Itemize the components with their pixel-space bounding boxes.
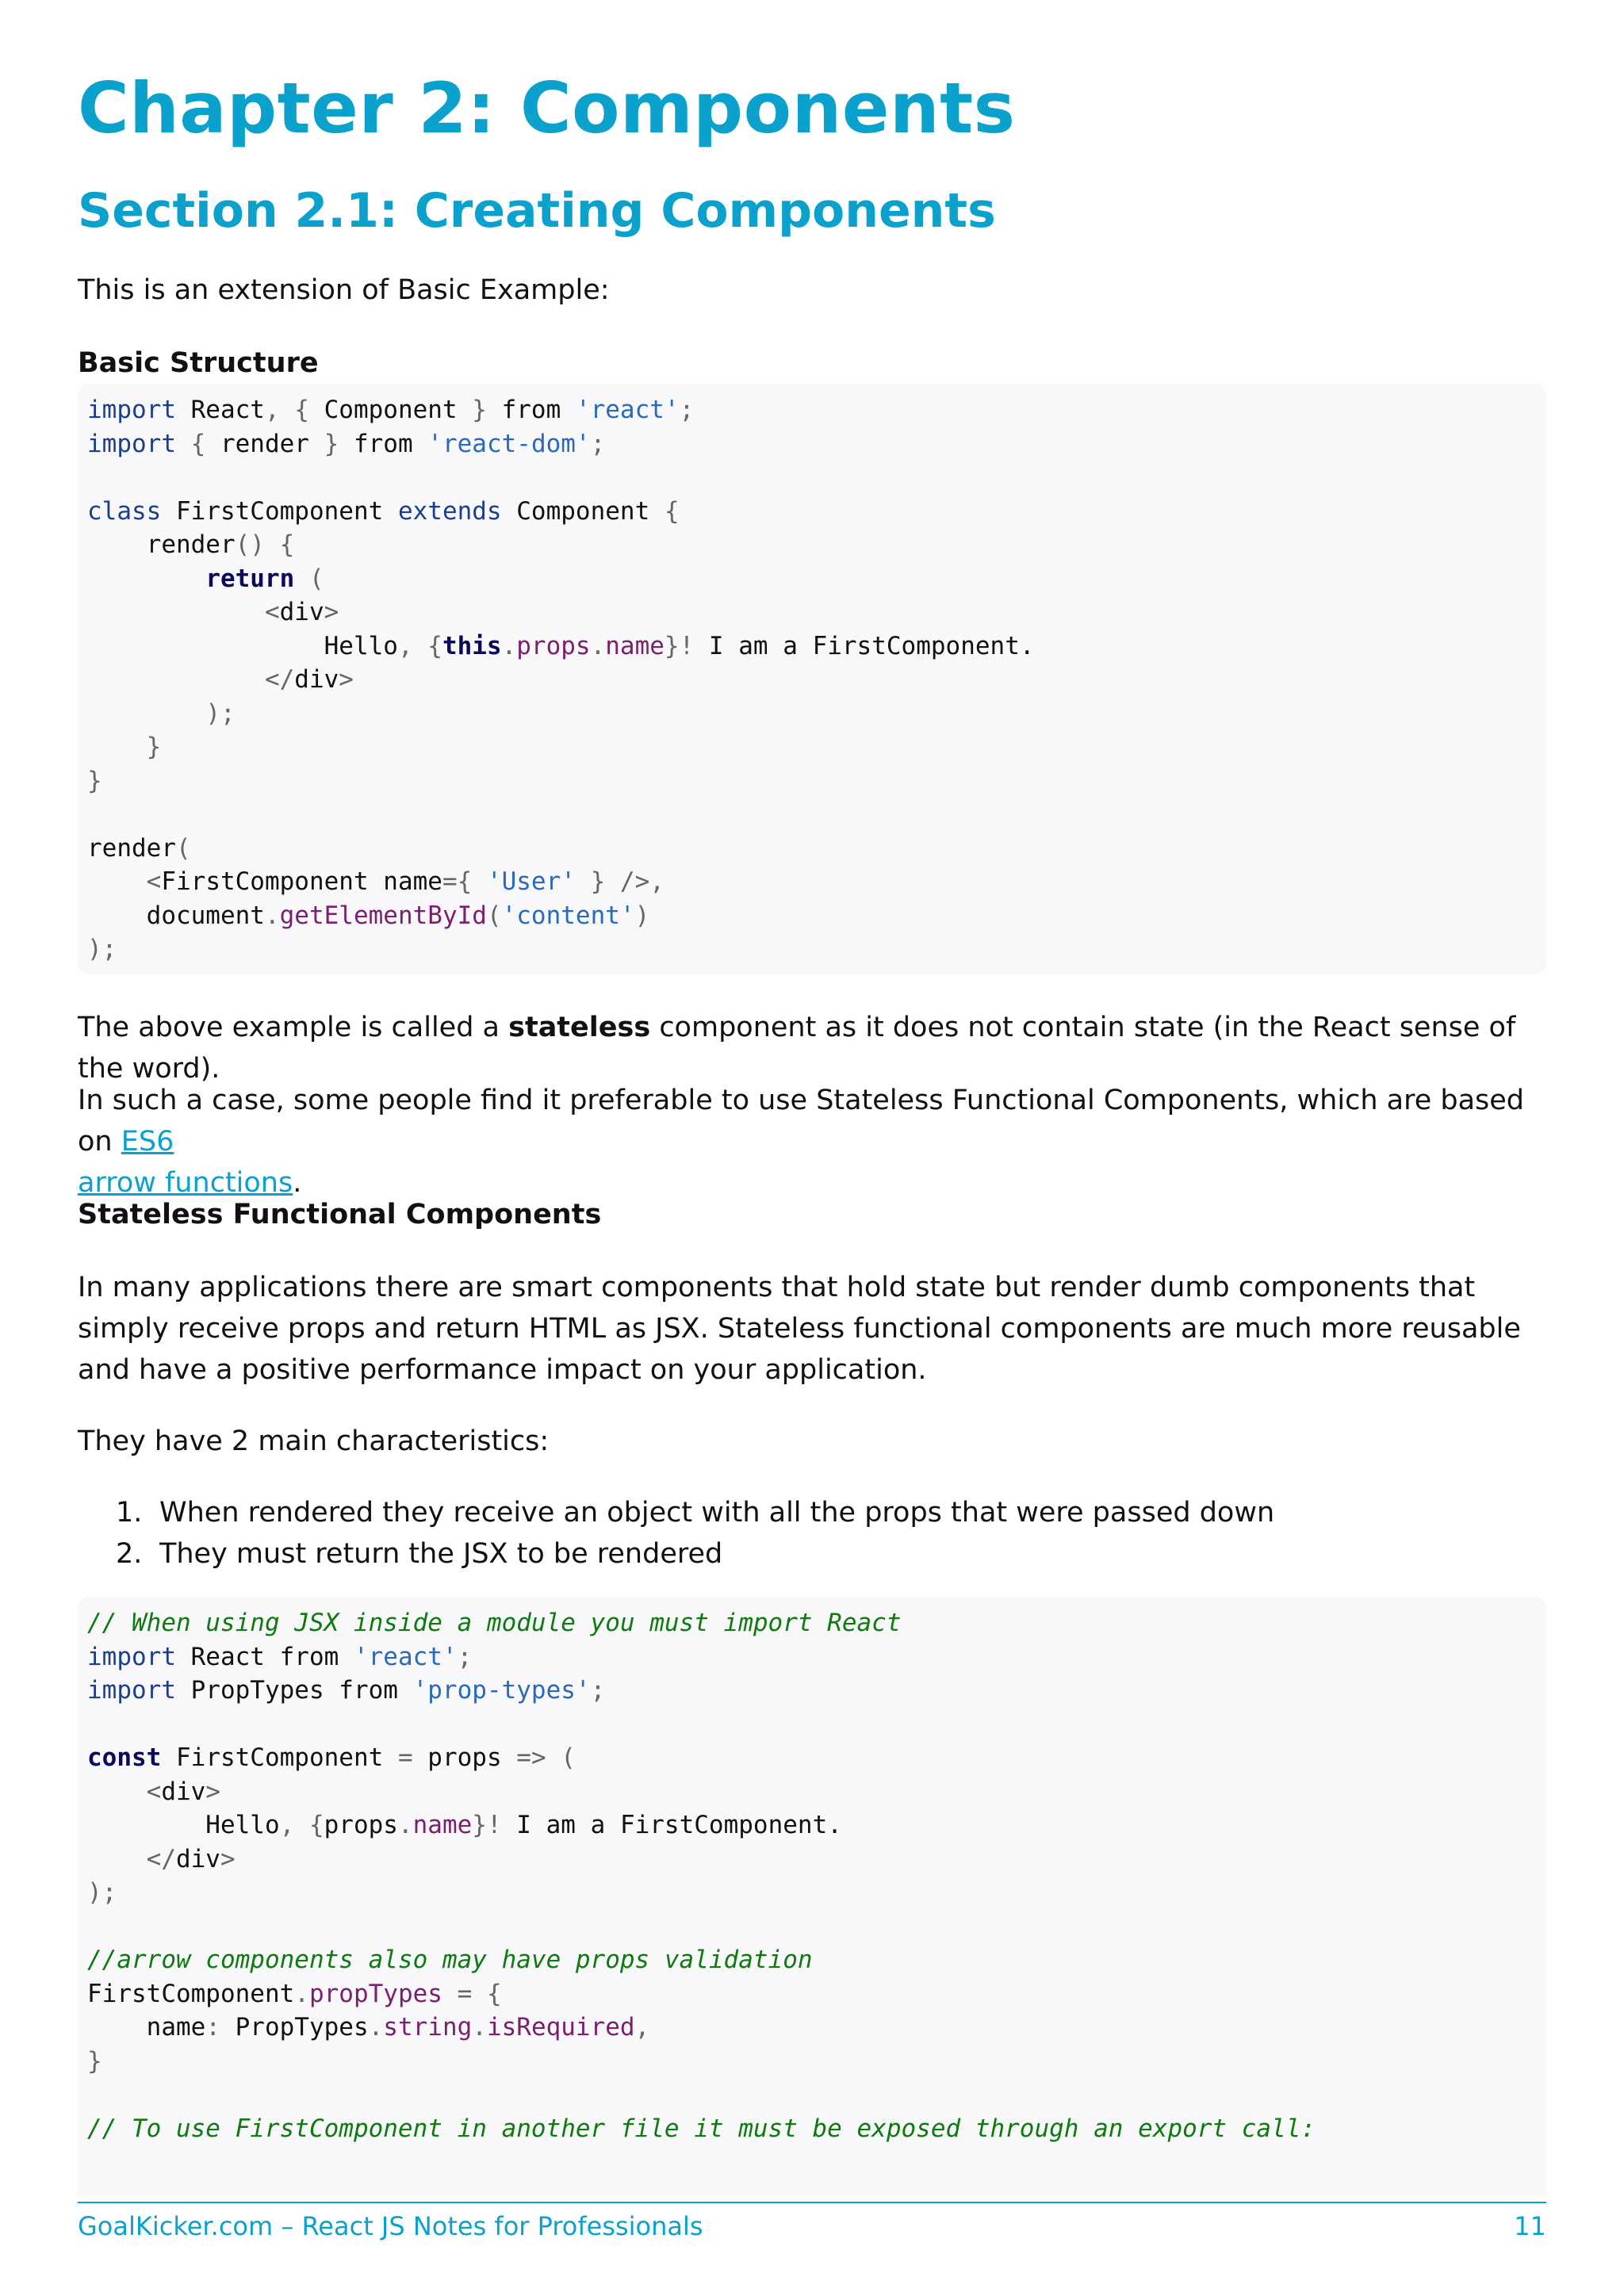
code-token: ; [590, 429, 606, 458]
code-token: ); [87, 1878, 117, 1907]
code-token: ); [87, 935, 117, 963]
list-number: 1. [116, 1497, 143, 1529]
code-token: document [87, 901, 265, 930]
code-line [87, 427, 1537, 461]
code-token: 'content' [501, 901, 635, 930]
code-token: </ [264, 665, 295, 694]
code-line [87, 2011, 1537, 2045]
code-token: FirstComponent [161, 496, 398, 526]
code-token: } [308, 429, 354, 458]
code-token: React from [175, 1642, 354, 1671]
code-token [87, 598, 265, 626]
code-token: Hello [87, 631, 398, 660]
code-line [87, 393, 1537, 427]
code-token: { [175, 429, 220, 458]
code-line [87, 1708, 1537, 1742]
code-token: import [87, 1676, 176, 1705]
code-token: from [501, 396, 576, 424]
characteristics-list [78, 1492, 1274, 1575]
code-line [87, 730, 1537, 764]
code-token: render [87, 530, 236, 559]
code-line [87, 595, 1537, 629]
code-line [87, 1910, 1537, 1944]
footer-divider [78, 2202, 1546, 2203]
code-token: . [590, 631, 606, 660]
section-title: Section 2.1: Creating Components [78, 183, 996, 239]
code-token [87, 867, 147, 896]
code-block-basic-structure [78, 384, 1546, 974]
code-token: // To use FirstComponent in another file it must be exposed through an export call: [87, 2114, 1316, 2143]
code-token: 'react' [353, 1642, 458, 1671]
code-token: </ [146, 1844, 176, 1873]
code-token: = [397, 1743, 413, 1772]
code-token: props [324, 1811, 398, 1839]
footer-source: GoalKicker.com – React JS Notes for Professionals [78, 2211, 703, 2241]
basic-structure-heading: Basic Structure [78, 347, 319, 379]
code-line [87, 528, 1537, 562]
code-token: const [87, 1743, 162, 1772]
code-token: }! [664, 631, 709, 660]
code-token: > [205, 1777, 220, 1806]
code-token: ( [294, 564, 324, 593]
code-line [87, 1876, 1537, 1910]
code-token: div [294, 665, 339, 694]
list-text: They must return the JSX to be rendered [159, 1538, 723, 1570]
code-line [87, 1741, 1537, 1775]
code-lines [87, 393, 1537, 966]
code-token: } [457, 396, 502, 424]
code-token: this [442, 631, 502, 660]
intro-paragraph: This is an extension of Basic Example: [78, 274, 610, 306]
code-token: div [279, 598, 324, 626]
stateless-text-before: The above example is called a [78, 1012, 509, 1043]
code-line [87, 832, 1537, 866]
code-token [87, 564, 205, 593]
code-line [87, 1943, 1537, 1977]
code-token: getElementById [279, 901, 487, 930]
code-token: . [368, 2013, 384, 2042]
code-line [87, 629, 1537, 664]
code-line [87, 764, 1537, 798]
code-token: : [205, 2013, 236, 2042]
code-line [87, 1977, 1537, 2011]
code-token: { [664, 496, 680, 526]
code-token: }! [472, 1811, 517, 1839]
page-number: 11 [1514, 2211, 1546, 2241]
code-token: return [205, 564, 295, 593]
code-token: > [324, 598, 339, 626]
code-line [87, 461, 1537, 495]
code-token: ) [634, 901, 650, 930]
code-token: 'react-dom' [427, 429, 591, 458]
code-token: < [264, 598, 280, 626]
code-token: //arrow components also may have props validation [87, 1946, 813, 1974]
code-token: . [501, 631, 517, 660]
code-token: ; [679, 396, 695, 424]
code-line [87, 2078, 1537, 2112]
code-token: import [87, 1642, 176, 1671]
code-token: 'User' [486, 867, 576, 896]
code-token: , { [279, 1811, 324, 1839]
code-block-stateless-functional [78, 1597, 1546, 2195]
code-token: , [634, 2013, 650, 2042]
such-case-paragraph [78, 1080, 1546, 1203]
code-token: . [264, 901, 280, 930]
code-token: PropTypes [235, 2013, 369, 2042]
code-token: render [87, 833, 176, 863]
link-text-part1: ES6 [121, 1126, 174, 1158]
such-case-text: In such a case, some people find it preferable to use Stateless Functional Components, which are based on [78, 1085, 1524, 1158]
code-line [87, 562, 1537, 596]
code-line [87, 1775, 1537, 1809]
code-token: FirstComponent [161, 1743, 398, 1772]
code-token: } />, [575, 867, 665, 896]
code-token: . [294, 1979, 309, 2008]
characteristics-intro: They have 2 main characteristics: [78, 1425, 550, 1457]
code-token: < [146, 867, 162, 896]
code-token: props [516, 631, 591, 660]
code-token: div [175, 1844, 220, 1873]
code-line [87, 495, 1537, 529]
code-lines [87, 1606, 1537, 2145]
list-item [78, 1492, 1274, 1533]
code-token: } [87, 766, 102, 795]
code-token: from [353, 429, 428, 458]
code-token [87, 699, 205, 728]
code-token: string [383, 2013, 473, 2042]
code-token: , { [397, 631, 442, 660]
code-token: isRequired [486, 2013, 635, 2042]
code-token: FirstComponent name [161, 867, 442, 896]
code-line [87, 865, 1537, 899]
code-token: ; [590, 1676, 606, 1705]
code-token: } [87, 2046, 102, 2076]
code-line [87, 1808, 1537, 1843]
code-token: Component [501, 496, 665, 526]
code-token: name [412, 1811, 473, 1839]
code-token: Component [324, 396, 458, 424]
code-token: ={ [442, 867, 487, 896]
code-token: } [146, 733, 162, 761]
code-token: < [146, 1777, 162, 1806]
code-token: PropTypes from [175, 1676, 413, 1705]
code-token: // When using JSX inside a module you must import React [87, 1609, 902, 1637]
code-token [87, 733, 147, 761]
code-token: FirstComponent [87, 1979, 295, 2008]
code-line [87, 2112, 1537, 2146]
code-token: props [412, 1743, 517, 1772]
code-token: ( [486, 901, 502, 930]
code-token: 'react' [575, 396, 680, 424]
code-token: name [605, 631, 665, 660]
code-line [87, 899, 1537, 933]
code-line [87, 2045, 1537, 2079]
code-token: => ( [516, 1743, 576, 1772]
sfc-heading: Stateless Functional Components [78, 1199, 602, 1230]
code-token: I am a FirstComponent. [708, 631, 1035, 660]
code-token: . [472, 2013, 487, 2042]
link-text-part2: arrow functions [78, 1167, 293, 1199]
code-line [87, 798, 1537, 832]
code-token [87, 1845, 147, 1873]
code-line [87, 1606, 1537, 1640]
stateless-paragraph [78, 1007, 1546, 1089]
code-token: ); [205, 698, 236, 728]
code-token: import [87, 396, 176, 424]
code-token: . [397, 1811, 413, 1839]
code-token: render [220, 429, 309, 458]
code-token: I am a FirstComponent. [516, 1811, 842, 1839]
chapter-title: Chapter 2: Components [78, 67, 1016, 149]
code-line [87, 1674, 1537, 1708]
code-line [87, 697, 1537, 731]
code-line [87, 1843, 1537, 1877]
list-number: 2. [116, 1538, 143, 1570]
code-token [87, 1777, 147, 1806]
code-token: 'prop-types' [412, 1676, 591, 1705]
code-line [87, 1640, 1537, 1674]
code-token: name [87, 2013, 206, 2042]
code-line [87, 663, 1537, 697]
code-line [87, 932, 1537, 966]
code-token: , { [264, 396, 324, 424]
stateless-text-after: component as it does not contain state (in the React sense of the word). [78, 1012, 1516, 1085]
code-token: ( [175, 833, 191, 863]
list-text: When rendered they receive an object with all the props that were passed down [159, 1497, 1275, 1529]
code-token [87, 665, 265, 694]
code-token: div [161, 1777, 206, 1806]
code-token: propTypes [308, 1979, 442, 2008]
code-token: React [175, 396, 265, 424]
list-item [78, 1533, 1274, 1575]
sfc-paragraph: In many applications there are smart components that hold state but render dumb components that simply receive props and return HTML as JSX. Stateless functional components are much more reusable and have a positive performance impact on your application. [78, 1272, 1521, 1386]
code-token: import [87, 429, 176, 458]
such-case-end: . [293, 1167, 302, 1199]
code-token: () { [235, 530, 295, 559]
stateless-bold: stateless [508, 1012, 651, 1043]
code-token: > [339, 665, 354, 694]
code-token: = { [442, 1979, 502, 2008]
code-token: ; [457, 1642, 473, 1671]
code-token: extends [397, 496, 502, 526]
code-token: > [220, 1844, 236, 1873]
code-token: class [87, 496, 162, 526]
code-token: Hello [87, 1811, 280, 1839]
